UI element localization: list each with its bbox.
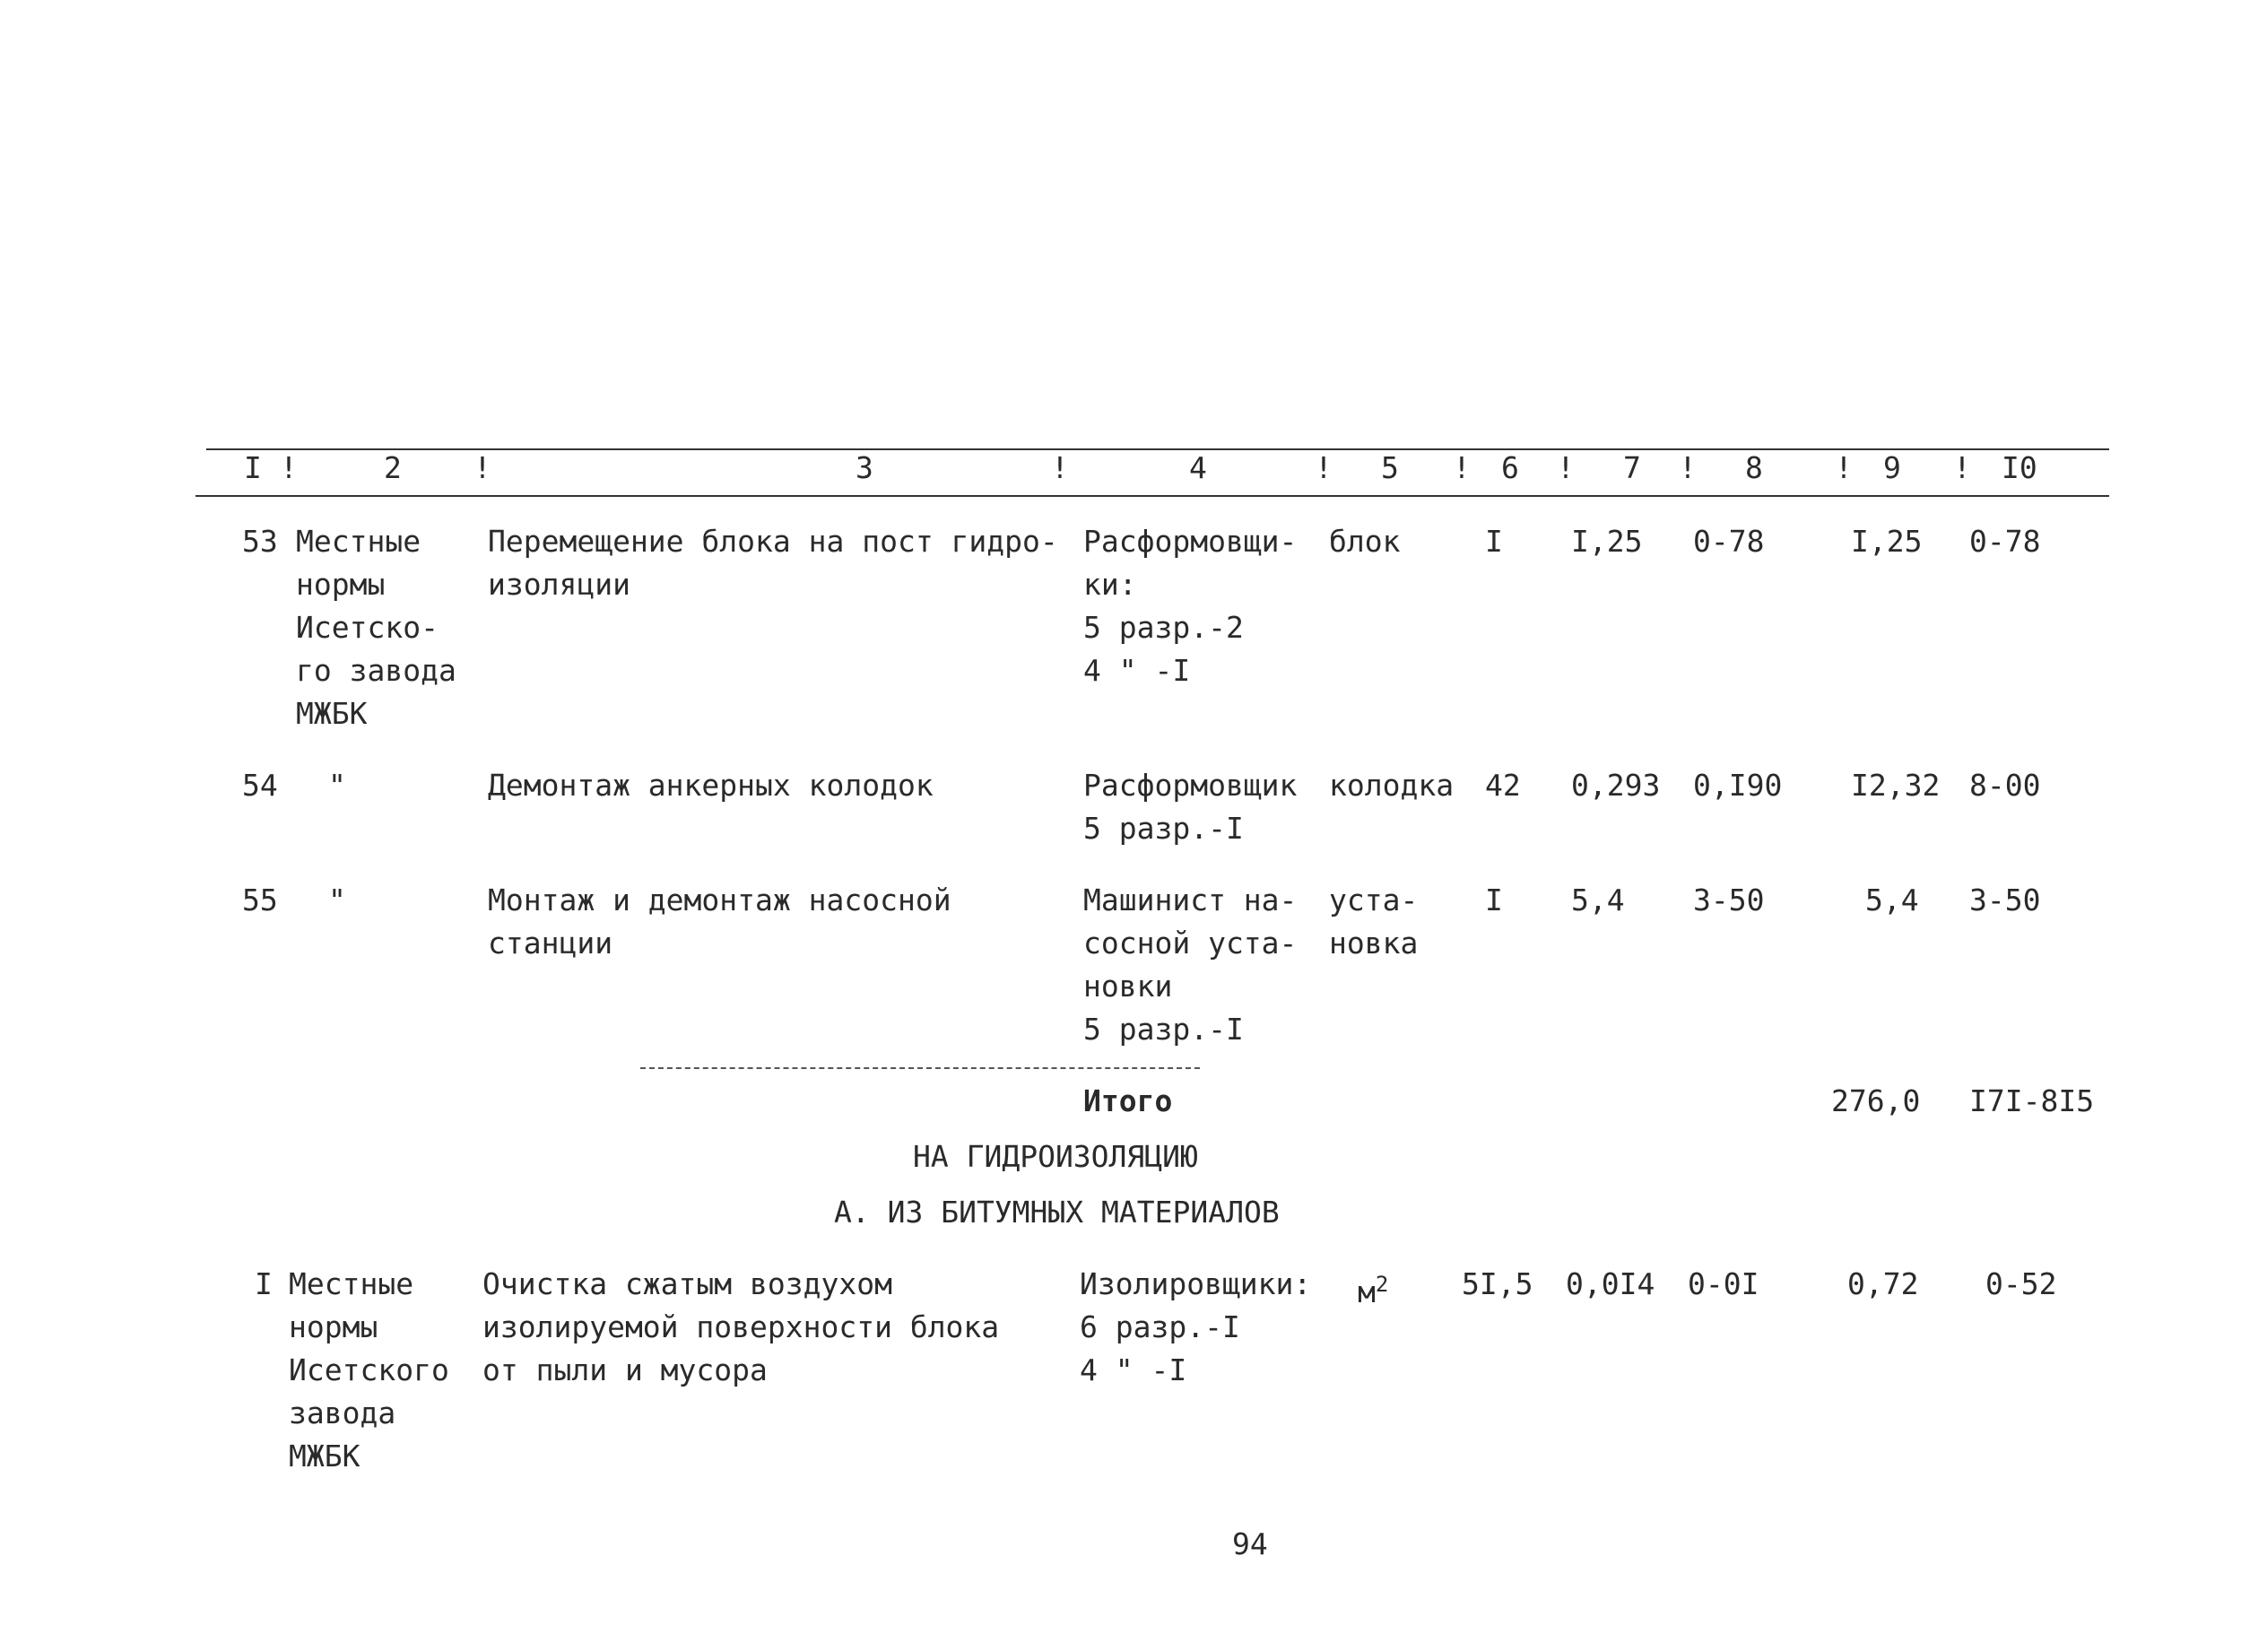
row-number: 54 <box>242 768 278 803</box>
total-label: Итого <box>1083 1083 1173 1118</box>
row-source: Местные нормы Исетского завода МЖБК <box>289 1266 449 1474</box>
header-sep: ! <box>280 450 298 485</box>
row-col-9: I2,32 <box>1851 768 1941 803</box>
row-unit: блок <box>1329 524 1401 559</box>
header-col-7: 7 <box>1623 450 1641 485</box>
row-col-7: 0,293 <box>1571 768 1661 803</box>
row-col-8: 0-78 <box>1693 524 1765 559</box>
row-col-6: I <box>1485 883 1503 917</box>
row-source: Местные нормы Исетско- го завода МЖБК <box>296 524 456 731</box>
row-work-description: Очистка сжатым воздухом изолируемой поверхности блока от пыли и мусора <box>482 1266 1000 1387</box>
row-col-9: 0,72 <box>1847 1266 1919 1301</box>
header-col-6: 6 <box>1501 450 1519 485</box>
header-col-4: 4 <box>1189 450 1207 485</box>
row-number: 55 <box>242 883 278 917</box>
page-number: 94 <box>1232 1526 1268 1561</box>
header-sep: ! <box>1557 450 1575 485</box>
row-col-10: 0-78 <box>1969 524 2041 559</box>
header-col-9: 9 <box>1883 450 1901 485</box>
row-col-7: 5,4 <box>1571 883 1625 917</box>
total-col-10: I7I-8I5 <box>1969 1083 2095 1118</box>
row-workers: Машинист на- сосной уста- новки 5 разр.-I <box>1083 883 1298 1047</box>
row-number: 53 <box>242 524 278 559</box>
row-number: I <box>255 1266 273 1301</box>
row-col-10: 3-50 <box>1969 883 2041 917</box>
section-title: НА ГИДРОИЗОЛЯЦИЮ <box>913 1139 1198 1174</box>
header-sep: ! <box>1835 450 1853 485</box>
header-col-3: 3 <box>856 450 873 485</box>
header-col-1: I <box>244 450 262 485</box>
row-col-8: 3-50 <box>1693 883 1765 917</box>
row-unit: уста- новка <box>1329 883 1419 961</box>
header-col-2: 2 <box>384 450 402 485</box>
row-work-description: Перемещение блока на пост гидро- изоляции <box>488 524 1058 602</box>
row-col-6: I <box>1485 524 1503 559</box>
row-col-8: 0-0I <box>1688 1266 1759 1301</box>
header-sep: ! <box>1679 450 1697 485</box>
header-sep: ! <box>1453 450 1471 485</box>
row-unit-base: м <box>1358 1274 1376 1309</box>
row-col-9: I,25 <box>1851 524 1923 559</box>
row-work-description: Демонтаж анкерных колодок <box>488 768 934 803</box>
header-col-8: 8 <box>1745 450 1763 485</box>
row-unit: колодка <box>1329 768 1455 803</box>
row-col-6: 42 <box>1485 768 1521 803</box>
row-unit-superscript: 2 <box>1375 1272 1389 1297</box>
row-col-10: 8-00 <box>1969 768 2041 803</box>
row-col-9: 5,4 <box>1865 883 1919 917</box>
header-bottom-rule <box>195 495 2109 497</box>
header-sep: ! <box>1051 450 1069 485</box>
header-col-10: I0 <box>2002 450 2037 485</box>
header-top-rule <box>206 448 2109 450</box>
total-separator-rule <box>640 1067 1200 1069</box>
header-sep: ! <box>1953 450 1971 485</box>
row-work-description: Монтаж и демонтаж насосной станции <box>488 883 951 961</box>
row-source: " <box>328 883 346 917</box>
header-sep: ! <box>1315 450 1333 485</box>
row-workers: Изолировщики: 6 разр.-I 4 " -I <box>1080 1266 1312 1387</box>
total-col-9: 276,0 <box>1831 1083 1921 1118</box>
row-source: " <box>328 768 346 803</box>
row-workers: Расформовщи- ки: 5 разр.-2 4 " -I <box>1083 524 1298 688</box>
row-workers: Расформовщик 5 разр.-I <box>1083 768 1298 846</box>
row-col-6: 5I,5 <box>1462 1266 1533 1301</box>
row-col-8: 0,I90 <box>1693 768 1783 803</box>
header-col-5: 5 <box>1381 450 1399 485</box>
row-col-7: 0,0I4 <box>1566 1266 1655 1301</box>
row-unit <box>1358 1263 1388 1314</box>
row-col-7: I,25 <box>1571 524 1643 559</box>
row-col-10: 0-52 <box>1985 1266 2057 1301</box>
header-sep: ! <box>473 450 491 485</box>
section-subtitle: А. ИЗ БИТУМНЫХ МАТЕРИАЛОВ <box>834 1195 1280 1230</box>
